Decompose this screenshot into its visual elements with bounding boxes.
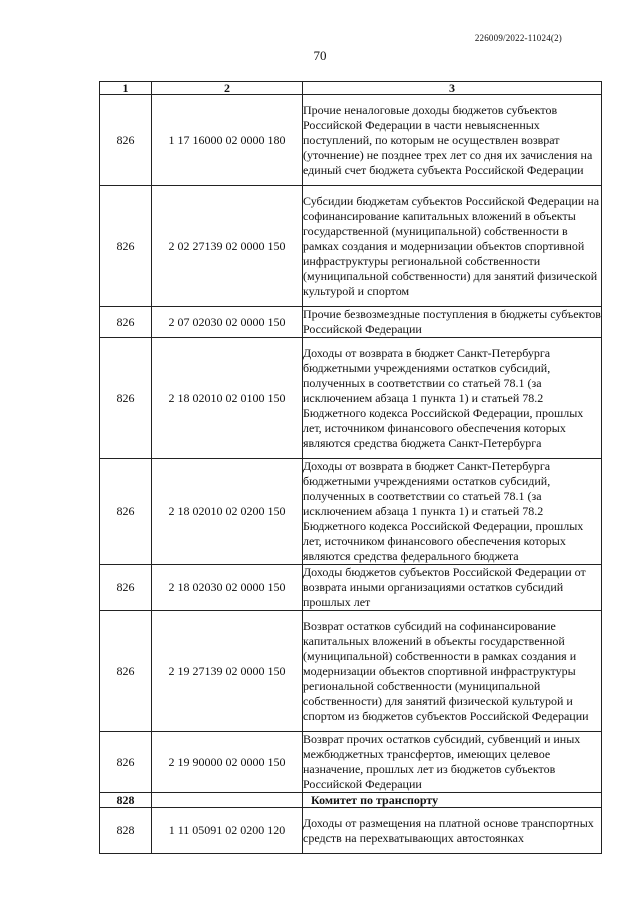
admin-code: 826: [100, 186, 152, 307]
table-row: [100, 338, 602, 459]
budget-code: 2 19 90000 02 0000 150: [152, 732, 303, 793]
income-description: Прочие безвозмездные поступления в бюджеты субъектов Российской Федерации: [303, 307, 601, 336]
section-title: Комитет по транспорту: [303, 793, 602, 808]
budget-code: 2 18 02030 02 0000 150: [152, 565, 303, 611]
admin-code: 826: [100, 565, 152, 611]
admin-code: 826: [100, 307, 152, 338]
page-number: 70: [313, 48, 327, 63]
table-row: [100, 459, 602, 565]
income-description: Субсидии бюджетам субъектов Российской Федерации на софинансирование капитальных вложений в объекты государственной (муниципальной) собственности в рамках создания и модернизации объектов спортивной инфраструктуры региональной собственности (муниципальной собственности) для занятий физической культурой и спортом: [303, 186, 602, 307]
budget-code: 2 07 02030 02 0000 150: [152, 307, 303, 338]
table-header-row: [100, 82, 602, 95]
income-description: Доходы от возврата в бюджет Санкт-Петербурга бюджетными учреждениями остатков субсидий, полученных в соответствии со статьей 78.1 (за исключением абзаца 1 пункта 1) и статьей 78.2 Бюджетного кодекса Российской Федерации, прошлых лет, источником финансового обеспечения которых являются средства федерального бюджета: [303, 459, 602, 565]
table-row: [100, 95, 602, 186]
budget-code: 1 11 05091 02 0200 120: [152, 808, 303, 854]
table-row: [100, 565, 602, 611]
column-header-description: 3: [303, 82, 602, 95]
budget-code: 1 17 16000 02 0000 180: [152, 95, 303, 186]
column-header-admin: 1: [100, 82, 152, 95]
admin-code: 826: [100, 611, 152, 732]
budget-code: 2 19 27139 02 0000 150: [152, 611, 303, 732]
admin-code: 826: [100, 95, 152, 186]
table-row: [100, 611, 602, 732]
section-admin-code: 828: [100, 793, 152, 808]
table-row: [100, 307, 602, 338]
income-codes-table: [99, 81, 602, 854]
income-description: Прочие неналоговые доходы бюджетов субъектов Российской Федерации в части невыясненных поступлений, по которым не осуществлен возврат (уточнение) не позднее трех лет со дня их зачисления на единый счет бюджета субъекта Российской Федерации: [303, 95, 602, 186]
income-description: Возврат остатков субсидий на софинансирование капитальных вложений в объекты государственной (муниципальной) собственности в рамках создания и модернизации объектов спортивной инфраструктуры региональной собственности (муниципальной собственности) для занятий физической культурой и спортом из бюджетов субъектов Российской Федерации: [303, 611, 602, 732]
table-row: [100, 732, 602, 793]
admin-code: 828: [100, 808, 152, 854]
income-description: Возврат прочих остатков субсидий, субвенций и иных межбюджетных трансфертов, имеющих целевое назначение, прошлых лет из бюджетов субъектов Российской Федерации: [303, 732, 602, 793]
table-row: [100, 808, 602, 854]
column-header-code: 2: [152, 82, 303, 95]
budget-code: 2 18 02010 02 0200 150: [152, 459, 303, 565]
income-description: Доходы бюджетов субъектов Российской Федерации от возврата иными организациями остатков субсидий прошлых лет: [303, 565, 602, 611]
section-empty-cell: [152, 793, 303, 808]
admin-code: 826: [100, 459, 152, 565]
admin-code: 826: [100, 338, 152, 459]
budget-code: 2 02 27139 02 0000 150: [152, 186, 303, 307]
income-description: Доходы от возврата в бюджет Санкт-Петербурга бюджетными учреждениями остатков субсидий, полученных в соответствии со статьей 78.1 (за исключением абзаца 1 пункта 1) и статьей 78.2 Бюджетного кодекса Российской Федерации, прошлых лет, источником финансового обеспечения которых являются средства бюджета Санкт-Петербурга: [303, 338, 602, 459]
budget-code: 2 18 02010 02 0100 150: [152, 338, 303, 459]
admin-code: 826: [100, 732, 152, 793]
income-description: Доходы от размещения на платной основе транспортных средств на перехватывающих автостоянках: [303, 808, 602, 854]
table-row: [100, 186, 602, 307]
document-registration-number: 226009/2022-11024(2): [474, 33, 562, 43]
section-header-row: [100, 793, 602, 808]
